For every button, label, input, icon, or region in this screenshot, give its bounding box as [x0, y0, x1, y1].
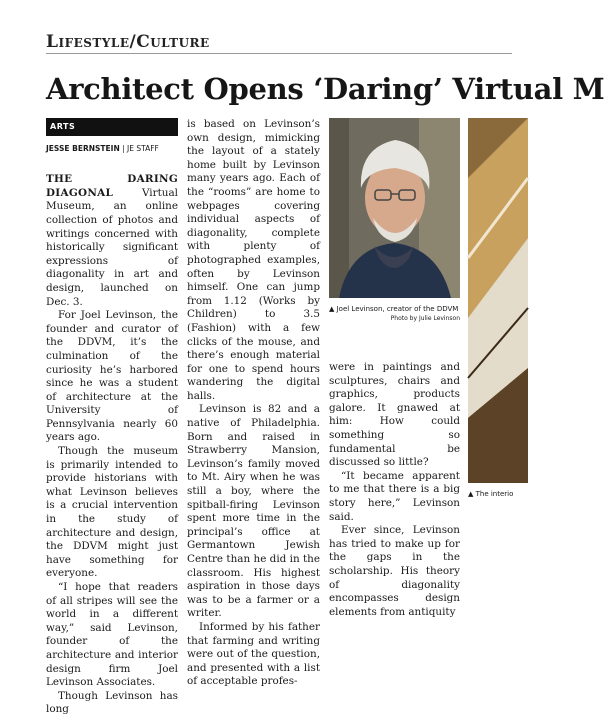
paragraph: Though the museum is primarily intended to provide historians with what Levinson believes is a crucial intervention in the study of architecture and design, the DDVM might just have something for everyone. [46, 445, 178, 580]
lead-paragraph [46, 173, 178, 309]
headline: Architect Opens ‘Daring’ Virtual M [46, 72, 605, 106]
photo-caption-2: ▲ The interio [468, 490, 514, 498]
paragraph: For Joel Levinson, the founder and curator of the DDVM, it’s the culmination of the curiosity he’s harbored since he was a student of architecture at the University of Pennsylvania nearly 60 years ago. [46, 309, 178, 444]
paragraph: Ever since, Levinson has tried to make up for the gaps in the scholarship. His theory of diagonality encompasses design elements from antiquity [329, 524, 460, 618]
interior-photo [468, 118, 528, 483]
paragraph: “I hope that readers of all stripes will see the world in a different way,” said Levinson, founder of the architecture and interior design firm Joel Levinson Associates. [46, 581, 178, 689]
paragraph: Though Levinson has long [46, 689, 178, 716]
article-column-3 [329, 361, 460, 619]
byline-role: | JE STAFF [119, 143, 159, 153]
byline-author: JESSE BERNSTEIN [46, 143, 120, 153]
photo-caption [329, 305, 460, 323]
paragraph: “It became apparent to me that there is a big story here,” Levinson said. [329, 469, 460, 523]
section-divider [46, 53, 512, 54]
article-column-1 [46, 118, 178, 717]
category-tag: ARTS [46, 118, 178, 136]
section-title: Lifestyle/Culture [46, 32, 210, 52]
byline [46, 142, 178, 156]
paragraph: is based on Levinson’s own design, mimicking the layout of a stately home built by Levinson many years ago. Each of the “rooms” are home to webpages covering individual aspects of diagonality, complete with plenty of photographed examples, often by Levinson himself. One can jump from 1.12 (Works by Children) to 3.5 (Fashion) with a few clicks of the mouse, and there’s enough material for one to spend hours wandering the digital halls. [187, 118, 320, 402]
interior-illustration [468, 118, 528, 483]
caption-text: ▲ Joel Levinson, creator of the DDVM [329, 305, 459, 313]
article-column-2 [187, 118, 320, 689]
lead-caps: THE DARING DIAGONAL [46, 173, 178, 199]
portrait-photo [329, 118, 460, 298]
portrait-illustration [329, 118, 460, 298]
paragraph: Informed by his father that farming and writing were out of the question, and presented with a list of acceptable profes- [187, 620, 320, 688]
paragraph: were in paintings and sculptures, chairs and graphics, products galore. It gnawed at him: How could something so fundamental be discussed so little? [329, 361, 460, 469]
lead-text: Virtual Museum, an online collection of photos and writings concerned with historically significant expressions of diagonality in art and design, launched on Dec. 3. [46, 186, 178, 308]
photo-credit: Photo by Julie Levinson [390, 315, 460, 322]
paragraph: Levinson is 82 and a native of Philadelphia. Born and raised in Strawberry Mansion, Levinson’s family moved to Mt. Airy when he was still a boy, where the spitball-firing Levinson spent more time in the principal’s office at Germantown Jewish Centre than he did in the classroom. His highest aspiration in those days was to be a farmer or a writer. [187, 403, 320, 620]
